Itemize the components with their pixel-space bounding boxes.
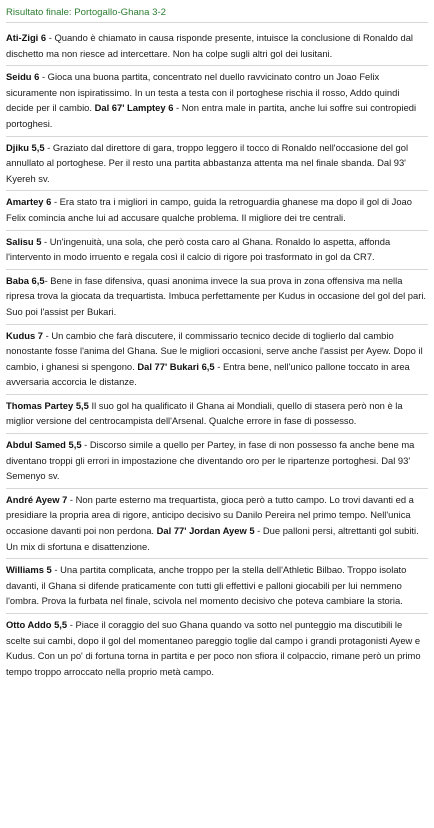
substitute-comment: - Non entra male in partita, anche lui soffre sui contropiedi portoghesi. — [6, 102, 417, 129]
rating-entry-amartey — [6, 191, 428, 230]
rating-comment: Il suo gol ha qualificato il Ghana ai Mondiali, quello di stasera però non è la miglior versione del centrocampista dell'Arsenal. Qualche errore in fase di possesso. — [6, 399, 403, 427]
rating-entry-thomas-partey — [6, 395, 428, 434]
rating-comment: - Era stato tra i migliori in campo, guida la retroguardia ghanese ma dopo il gol di Joao Felix comincia anche lui ad accusare qualche problema. Il migliore dei tre centrali. — [6, 196, 412, 223]
player-rating: Djiku 5,5 — [6, 141, 45, 153]
rating-entry-williams — [6, 559, 428, 614]
player-rating: Salisu 5 — [6, 235, 42, 247]
rating-comment: - Bene in fase difensiva, quasi anonima invece la sua prova in zona offensiva ma nella ripresa trova la giocata da trequartista. Imbuca perfettamente per Kudus in occasione del gol del pari. Suo poi l'assist per Bukari. — [6, 274, 427, 317]
final-score-header: Risultato finale: Portogallo-Ghana 3-2 — [6, 4, 428, 23]
rating-comment: - Un'ingenuità, una sola, che però costa caro al Ghana. Ronaldo lo aspetta, affonda l'intervento in modo irruento e regala così il calcio di rigore poi trasformato in gol da CR7. — [6, 235, 391, 263]
rating-comment: - Gioca una buona partita, concentrato nel duello ravvicinato contro un Joao Felix sicuramente non ispiratissimo. In un testa a testa con il portoghese rischia il rosso, Addo quindi decide per il cambio. — [6, 71, 400, 114]
rating-comment: - Discorso simile a quello per Partey, in fase di non possesso fa anche bene ma diventano troppi gli errori in impostazione che diventando oro per le ripartenze portoghesi. Dal 93' Semenyo sv. — [6, 439, 415, 482]
rating-comment: - Una partita complicata, anche troppo per la stella dell'Athletic Bilbao. Troppo isolato davanti, il Ghana si difende praticamente con tutti gli effettivi e palloni giocabili per lui nemmeno l'ombra. Prova la furbata nel finale, scivola nel momento decisivo che poteva cambiare la storia. — [6, 564, 407, 607]
rating-entry-seidu — [6, 66, 428, 136]
substitute-rating: Dal 77' Jordan Ayew 5 — [156, 525, 255, 537]
coach-rating: Otto Addo 5,5 — [6, 619, 68, 630]
player-rating: Thomas Partey 5,5 — [6, 399, 89, 411]
rating-entry-andre-ayew — [6, 489, 428, 559]
player-rating: Amartey 6 — [6, 196, 52, 208]
substitute-comment: - Entra bene, nell'unico pallone toccato in area avversaria accorcia le distanze. — [6, 360, 410, 388]
rating-comment: - Graziato dal direttore di gara, troppo leggero il tocco di Ronaldo nell'occasione del gol annullato al portoghese. Per il resto una partita abbastanza attenta ma nel finale sbanda. Dal 93' Kyereh sv. — [6, 141, 409, 184]
player-rating: André Ayew 7 — [6, 493, 68, 505]
rating-entry-abdul-samed — [6, 434, 428, 489]
player-rating: Kudus 7 — [6, 329, 43, 341]
rating-entry-ati-zigi — [6, 27, 428, 66]
rating-entry-salisu — [6, 231, 428, 270]
substitute-comment: - Due palloni persi, altrettanti gol subiti. Un mix di sfortuna e disattenzione. — [6, 525, 419, 552]
rating-comment: - Piace il coraggio del suo Ghana quando va sotto nel punteggio ma discutibili le scelte sui cambi, dopo il gol del momentaneo pareggio toglie dal campo i grandi protagonisti Ayew e Kudus. Con un po' di fortuna torna in partita e per poco non sfiora il colpaccio, rimane però un primo tempo troppo arroccato nella proprio metà campo. — [6, 619, 421, 677]
rating-entry-baba — [6, 270, 428, 325]
rating-entry-kudus — [6, 325, 428, 395]
player-rating: Williams 5 — [6, 564, 52, 576]
player-rating: Seidu 6 — [6, 71, 40, 83]
player-rating: Abdul Samed 5,5 — [6, 439, 82, 451]
player-rating: Baba 6,5 — [6, 274, 45, 286]
rating-comment: - Quando è chiamato in causa risponde presente, intuisce la conclusione di Ronaldo dal dischetto ma non riesce ad intercettare. Non ha colpe sugli altri gol dei lusitani. — [6, 32, 414, 59]
substitute-rating: Dal 77' Bukari 6,5 — [137, 360, 215, 372]
substitute-rating: Dal 67' Lamptey 6 — [94, 102, 174, 114]
rating-entry-djiku — [6, 137, 428, 192]
rating-comment: - Un cambio che farà discutere, il commissario tecnico decide di toglierlo dal cambio nonostante fosse l'anima del Ghana. Sue le migliori occasioni, serve anche l'assist per Ayew. Dopo il cambio, i ghanesi si spengono. — [6, 329, 423, 372]
player-rating: Ati-Zigi 6 — [6, 32, 47, 43]
rating-comment: - Non parte esterno ma trequartista, gioca però a tutto campo. Lo trovi davanti ed a presidiare la propria area di rigore, anticipo decisivo su Danilo Pereira nel primo tempo. Nell'unica occasione davanti poi non perdona. — [6, 493, 414, 537]
rating-entry-otto-addo — [6, 614, 428, 683]
